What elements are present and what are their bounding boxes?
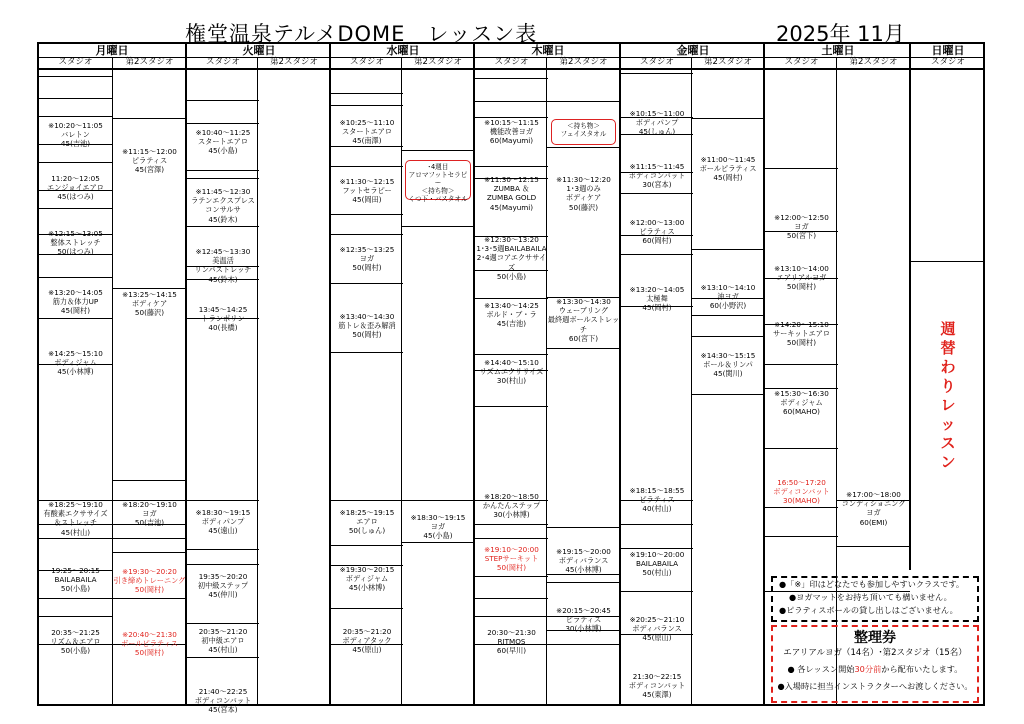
studio-header: スタジオ [473,57,548,70]
lesson-cell: ※10:15～11:00 ボディパンプ 45(しゅん) [629,109,685,137]
column-mon-studio [39,68,112,704]
lesson-cell: 20:30～21:30 RITMOS 60(早川) [487,628,536,656]
row-divider [692,315,764,316]
lesson-cell: ※11:15～11:45 ボディコンバット 30(宮本) [628,162,686,190]
studio-header: スタジオ [619,57,693,70]
row-divider [187,500,259,501]
row-divider [475,576,548,577]
row-divider [39,277,112,278]
lesson-cell: ※10:15～11:15 機能改善ヨガ 60(Mayumi) [484,118,539,146]
lesson-cell: ※11:45～12:30 ラテンエクスプレス コンサルサ 45(鈴木) [191,187,255,224]
row-divider [331,93,403,94]
lesson-cell: ※20:15～20:45 ピラティス 30(小林博) [556,606,611,634]
column-sun-studio [909,68,985,570]
row-divider [402,500,474,501]
lesson-cell: 11:20～12:05 エンジョイエアロ 45(はつみ) [47,174,104,202]
row-divider [331,166,403,167]
lesson-cell: 20:35～21:20 初中級エアロ 45(村山) [198,627,248,655]
lesson-cell: 19:35～20:20 初中級ステップ 45(仲川) [197,572,249,600]
lesson-cell: ※13:10～14:00 エアリアルヨガ 50(岡村) [774,264,829,292]
note-line: ●「※」印はどなたでも参加しやすいクラスです。 [779,579,965,589]
lesson-cell: ※14:40～15:10 リズムエクササイズ 30(村山) [479,358,544,386]
seiriken-line: ●入場時に担当インストラクターへお渡しください。 [777,681,973,691]
row-divider [692,394,764,395]
seiriken-sub: エアリアルヨガ（14名）･第2スタジオ（15名） [783,648,967,658]
lesson-cell: ※13:30～14:30 ウェーブリング 最終週ボールストレッチ 60(宮下) [547,297,620,343]
lesson-cell: ※13:20～14:05 太極舞 45(岡村) [629,285,685,313]
row-divider [187,623,259,624]
row-divider [475,298,548,299]
row-divider [39,208,112,209]
lesson-cell: ※19:10～20:00 BAILABAILA 50(村山) [629,550,685,578]
row-divider [187,178,259,179]
day-header-sun: 日曜日 [909,44,985,58]
studio-header: スタジオ [39,57,112,70]
studio-header: スタジオ [329,57,403,70]
row-divider [547,147,620,148]
row-divider [547,348,620,349]
lesson-cell: ※18:30～19:15 ボディパンプ 45(遠山) [195,508,251,536]
thu-items-callout: ＜持ち物＞ フェイスタオル [551,119,616,145]
lesson-cell: 13:45～14:25 トランポリン 40(長橋) [198,305,248,333]
seiriken-line [773,659,977,679]
row-divider [187,100,259,101]
lesson-cell: 19:25～20:15 BAILABAILA 50(小島) [51,566,100,594]
studio-header: スタジオ [763,57,838,70]
lesson-cell: ※18:30～19:15 ヨガ 45(小島) [410,513,466,541]
row-divider [475,524,548,525]
lesson-cell: ※13:10～14:10 沖ヨガ 60(小野沢) [700,283,756,311]
lesson-cell: ※11:30～12:15 ZUMBA ＆ ZUMBA GOLD 45(Mayumi) [484,175,539,212]
row-divider [621,591,693,592]
lesson-cell: ※19:10～20:00 STEPサーキット 50(岡村) [484,545,539,573]
row-divider [621,524,693,525]
lesson-cell: ※13:40～14:30 筋トレ＆歪み解消 50(岡村) [338,312,396,340]
lesson-cell: ※20:40～21:30 ボールピラティス 50(岡村) [121,630,178,658]
row-divider [331,352,403,353]
studio2-header: 第2スタジオ [546,57,620,70]
day-header-mon: 月曜日 [39,44,185,58]
lesson-cell: ※11:30～12:15 フットセラピー 45(岡田) [339,177,395,205]
lesson-cell: ※15:30～16:30 ボディジャム 60(MAHO) [774,389,829,417]
row-divider [621,193,693,194]
studio-header: スタジオ [185,57,259,70]
day-header-sat: 土曜日 [763,44,911,58]
row-divider [39,616,112,617]
lesson-cell: ※12:00～12:50 ヨガ 50(宮下) [774,213,829,241]
lesson-cell: ※19:30～20:20 引き締めトレーニング 50(岡村) [113,567,186,595]
row-divider [39,318,112,319]
row-divider [475,406,548,407]
row-divider [39,76,112,77]
lesson-cell: ※19:15～20:00 ボディバランス 45(小林博) [556,547,611,575]
lesson-cell: ※18:25～19:15 エアロ 50(しゅん) [339,508,395,536]
studio2-header: 第2スタジオ [112,57,186,70]
row-divider [547,644,620,645]
row-divider [187,226,259,227]
row-divider [113,288,186,289]
lesson-cell: ※10:25～11:10 スタートエアロ 45(南澤) [339,118,395,146]
column-mon-studio2 [112,68,186,704]
lesson-cell: ※12:15～13:05 整体ストレッチ 50(はつみ) [48,229,103,257]
day-header-thu: 木曜日 [473,44,621,58]
page-title: 権堂温泉テルメDOME レッスン表 [185,22,538,46]
studio-header: スタジオ [909,57,985,70]
column-thu-studio [473,68,548,704]
row-divider [187,170,259,171]
seiriken-box [771,625,979,703]
column-fri-studio [619,68,693,704]
lesson-cell: ※12:30～13:20 1･3･5週BAILABAILA 2･4週コアエクササイズ 50(小島) [476,235,547,281]
row-divider [39,598,112,599]
lesson-cell: ※11:15～12:00 ピラティス 45(宮澤) [122,147,177,175]
lesson-cell: ※11:30～12:20 1･3週のみ ボディケア 50(藤沢) [556,175,611,212]
column-fri-studio2 [691,68,764,704]
lesson-cell: 21:30～22:15 ボディコンバット 45(東澤) [628,672,686,700]
row-divider [475,616,548,617]
row-divider [765,448,838,449]
row-divider [187,549,259,550]
lesson-timetable [37,42,985,715]
row-divider [331,545,403,546]
row-divider [765,536,838,537]
row-divider [39,162,112,163]
row-divider [475,538,548,539]
row-divider [621,548,693,549]
lesson-cell: ※10:20～11:05 バレトン 45(吉池) [48,121,103,149]
row-divider [621,73,693,74]
seiriken-title: 整理券 [854,630,896,646]
row-divider [475,78,548,79]
row-divider [692,118,764,119]
row-divider [39,98,112,99]
row-divider [113,118,186,119]
row-divider [692,249,764,250]
row-divider [113,538,186,539]
notes-box [771,576,979,622]
lesson-cell: 16:50～17:20 ボディコンバット 30(MAHO) [773,478,830,506]
column-tue-studio [185,68,259,715]
row-divider [113,480,186,481]
row-divider [547,582,620,583]
lesson-cell: ※12:00～13:00 ピラティス 60(岡村) [629,218,685,246]
row-divider [39,116,112,117]
lesson-cell: ※13:25～14:15 ボディケア 50(藤沢) [122,290,177,318]
lesson-cell: 20:35～21:25 リズム＆エアロ 50(小島) [50,628,101,656]
row-divider [187,123,259,124]
row-divider [39,538,112,539]
studio2-header: 第2スタジオ [257,57,330,70]
day-header-wed: 水曜日 [329,44,475,58]
day-header-tue: 火曜日 [185,44,331,58]
seiriken-text: から配布いたします。 [881,664,963,674]
wed-items-callout: ･4週目 アロマフットセラピー ＜持ち物＞ くつ下・バスタオル [405,160,471,200]
day-header-fri: 金曜日 [619,44,765,58]
seiriken-text: ● 各レッスン開始 [787,664,855,674]
row-divider [187,657,259,658]
row-divider [621,254,693,255]
row-divider [113,552,186,553]
lesson-cell: ※12:45～13:30 美温活 リンパストレッチ 45(鈴木) [194,247,252,284]
column-thu-studio2 [546,68,620,704]
row-divider [475,598,548,599]
row-divider [765,507,838,508]
lesson-cell: 21:40～22:25 ボディコンバット 45(宮本) [194,687,252,715]
lesson-cell: ※13:20～14:05 筋力＆体力UP 45(岡村) [48,288,103,316]
lesson-cell: ※19:30～20:15 ボディジャム 45(小林博) [339,565,395,593]
lesson-cell: 20:35～21:20 ボディアタック 45(原山) [342,627,392,655]
row-divider [331,234,403,235]
lesson-cell: ※10:40～11:25 スタートエアロ 45(小島) [195,128,251,156]
row-divider [765,168,838,169]
note-line: ●ヨガマットをお持ち頂いても構いません。 [789,592,952,602]
row-divider [475,101,548,102]
row-divider [113,598,186,599]
row-divider [402,150,474,151]
note-line: ●ピラティスボールの貸し出しはございません。 [779,605,958,615]
column-tue-studio2 [257,68,330,704]
row-divider [765,364,838,365]
studio2-header: 第2スタジオ [401,57,474,70]
lesson-cell: ※12:35～13:25 ヨガ 50(岡村) [339,245,395,273]
row-divider [331,214,403,215]
row-divider [475,354,548,355]
lesson-cell: ※11:00～11:45 ボールピラティス 45(岡村) [699,155,757,183]
lesson-cell: ※18:20～18:50 かんたんステップ 30(小林博) [482,492,541,520]
row-divider [475,166,548,167]
weekly-rotating-lesson: 週 替 わ り レ ッ ス ン [940,320,956,471]
studio2-header: 第2スタジオ [691,57,764,70]
row-divider [837,546,910,547]
year-month: 2025年 11月 [776,22,905,46]
lesson-cell: ※17:00～18:00 コンディショニング ヨガ 60(EMI) [841,490,906,527]
lesson-cell: ※13:40～14:25 ボルド・ブ・ラ 45(吉池) [484,301,539,329]
row-divider [331,146,403,147]
row-divider [547,527,620,528]
row-divider [692,336,764,337]
lesson-cell: ※18:15～18:55 ピラティス 40(村山) [629,486,685,514]
row-divider [331,105,403,106]
lesson-cell: ※14:30～15:15 ボール＆リンパ 45(関川) [700,351,756,379]
lesson-cell: ※18:25～19:10 有酸素エクササイズ ＆ストレッチ 45(村山) [43,500,108,537]
seiriken-highlight: 30分前 [854,664,882,674]
lesson-cell: ※20:25～21:10 ボディバランス 45(原山) [629,615,685,643]
row-divider [331,500,403,501]
row-divider [331,608,403,609]
row-divider [187,564,259,565]
row-divider [547,101,620,102]
column-wed-studio [329,68,403,704]
row-divider [402,542,474,543]
row-divider [331,283,403,284]
lesson-cell: ※14:25～15:10 ボディジャム 45(小林博) [48,349,103,377]
lesson-cell: ※18:20～19:10 ヨガ 50(吉池) [122,500,177,528]
studio2-header: 第2スタジオ [836,57,910,70]
row-divider [402,226,474,227]
lesson-cell: ※14:20～15:10 サーキットエアロ 50(岡村) [772,320,831,348]
